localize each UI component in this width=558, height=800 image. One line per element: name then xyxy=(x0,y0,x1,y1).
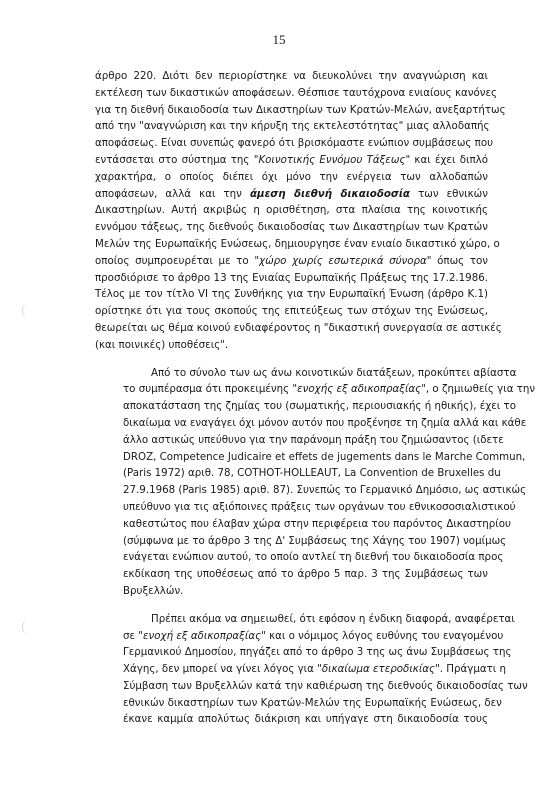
paragraph xyxy=(95,611,528,729)
text-run: 27.9.1968 (Paris 1985) αριθ. 87). Συνεπώς το Γερμανικό Δημόσιο, ως αστικώς xyxy=(123,484,527,497)
text-line xyxy=(95,152,488,169)
text-run: " όπως τον xyxy=(426,254,488,267)
text-run: Δικαστηρίων. Αυτή ακριβώς η ορισθέτηση, στα πλαίσια της κοινοτικής xyxy=(95,204,488,217)
paragraph xyxy=(95,365,536,600)
text-run: (Paris 1972) αριθ. 78, COTHOT-HOLLEAUT, La Convention de Bruxelles du xyxy=(123,467,501,480)
text-line xyxy=(95,678,528,695)
text-line xyxy=(95,449,526,466)
text-run: αποκατάσταση της ζημίας του (σωματικής, περιουσιακής ή ηθικής), έχει το xyxy=(123,400,516,413)
text-line xyxy=(95,118,488,135)
text-line xyxy=(95,365,517,382)
text-line xyxy=(95,186,488,203)
text-run: δικαίωμα να εναγάγει όχι μόνον αυτόν που προξένησε τη ζημία αλλά και κάθε xyxy=(123,416,527,429)
text-run: " και έχει διπλό xyxy=(405,153,488,166)
text-line xyxy=(95,320,502,337)
text-line xyxy=(95,583,488,600)
text-run: DROZ, Competence Judicaire et effets de jugements dans le Marche Commun, xyxy=(123,450,526,463)
text-run: εθνικών δικαστηρίων των Κρατών-Μελών της Ευρωπαϊκής Ενώσεως, δεν xyxy=(123,696,502,709)
text-run: εννόμου τάξεως, της διεθνούς δικαιοδοσίας των Δικαστηρίων των Κρατών xyxy=(95,221,488,234)
text-run: άλλο αστικώς υπεύθυνο για την παράνομη πράξη του ζημιώσαντος (ιδετε xyxy=(123,433,504,446)
text-line xyxy=(95,68,488,85)
text-line xyxy=(95,135,494,152)
text-run: για τη διεθνή δικαιοδοσία των Δικαστηρίων των Κρατών-Μελών, ανεξαρτήτως xyxy=(95,103,506,116)
text-run: χαρακτήρα, ο οποίος διέπει όχι μόνο την ενέργεια των αλλοδαπών xyxy=(95,170,488,183)
text-line xyxy=(95,711,488,728)
emphasis-text: ενοχή εξ αδικοπραξίας xyxy=(143,629,262,642)
emphasis-text: δικαίωμα ετεροδικίας xyxy=(321,663,436,676)
text-line xyxy=(95,270,488,287)
emphasis-text: ενοχής εξ αδικοπραξίας xyxy=(297,383,422,396)
text-run: Μελών της Ευρωπαϊκής Ενώσεως, δημιουργησε έναν ενιαίο δικαστικό χώρο, ο xyxy=(95,237,500,250)
text-run: καθεστώτος που έλαβαν χώρα στην περιφέρεια του παρόντος Δικαστηρίου xyxy=(123,517,511,530)
text-line xyxy=(95,549,504,566)
text-line xyxy=(95,337,488,354)
text-run: Βρυξελλών. xyxy=(123,584,184,597)
text-run: ορίστηκε ότι για τους σκοπούς της επιτεύξεως των στόχων της Ενώσεως, xyxy=(95,305,488,318)
text-run: Από το σύνολο των ως άνω κοινοτικών διατάξεων, προκύπτει αβίαστα xyxy=(151,366,517,379)
text-run: εκτέλεση των δικαστικών αποφάσεων. Θέσπισε ταυτόχρονα ενιαίους κανόνες xyxy=(95,86,498,99)
text-run: από την "αναγνώριση και την κήρυξη της εκτελεστότητας" μιας αλλοδαπής xyxy=(95,120,490,133)
paragraph xyxy=(95,68,506,354)
text-run: Σύμβαση των Βρυξελλών κατά την καθιέρωση της διεθνούς δικαιοδοσίας των xyxy=(123,679,528,692)
text-run: (και ποινικές) υποθέσεις". xyxy=(95,338,229,351)
text-line xyxy=(95,415,527,432)
page-number: 15 xyxy=(272,32,286,47)
text-run: Χάγης, δεν μπορεί να γίνει λόγος για " xyxy=(123,663,322,676)
scan-margin-mark xyxy=(22,304,33,318)
text-line xyxy=(95,432,504,449)
text-line xyxy=(95,628,504,645)
text-line xyxy=(95,465,501,482)
text-line xyxy=(95,533,507,550)
body-text xyxy=(95,68,536,739)
text-run: σε " xyxy=(123,629,144,642)
emphasis-text: άμεση διεθνή δικαιοδοσία xyxy=(250,187,410,200)
text-run: ενάγεται ενώπιον αυτού, το οποίο αντλεί τη διεθνή του δικαιοδοσία προς xyxy=(123,551,504,564)
text-line xyxy=(95,695,502,712)
text-run: " και ο νόμιμος λόγος ευθύνης του εναγομένου xyxy=(261,629,504,642)
text-run: υπεύθυνο για τις αξιόποινες πράξεις των οργάνων του εθνικοσοσιαλιστικού xyxy=(123,500,516,513)
text-run: αποφάσεων, αλλά και την xyxy=(95,187,251,200)
text-run: αποφάσεως. Είναι συνεπώς φανερό ότι βρισκόμαστε ενώπιον συμβάσεως που xyxy=(95,137,494,150)
text-run: εντάσσεται στο σύστημα της " xyxy=(95,153,259,166)
text-line xyxy=(95,398,516,415)
text-line xyxy=(95,219,488,236)
text-line xyxy=(95,644,512,661)
text-line xyxy=(95,102,506,119)
text-line xyxy=(95,516,511,533)
text-run: θεωρείται ως θέμα κοινού ενδιαφέροντος η "δικαστική συνεργασία σε αστικές xyxy=(95,321,502,334)
text-line xyxy=(95,381,536,398)
text-run: ", ο ζημιωθείς για την xyxy=(421,383,536,396)
emphasis-text: Κοινοτικής Εννόμου Τάξεως xyxy=(258,153,406,166)
text-run: το συμπέρασμα ότι προκειμένης " xyxy=(123,383,298,396)
text-run: (σύμφωνα με το άρθρο 3 της Δ' Συμβάσεως της Χάγης του 1907) νομίμως xyxy=(123,534,507,547)
text-line xyxy=(95,236,500,253)
text-line xyxy=(95,499,516,516)
text-line xyxy=(95,661,507,678)
text-line xyxy=(95,169,488,186)
text-line xyxy=(95,85,498,102)
text-run: Γερμανικού Δημοσίου, πηγάζει από το άρθρο 3 της ως άνω Συμβάσεως της xyxy=(123,646,512,659)
scan-margin-mark xyxy=(22,620,33,634)
text-run: ". Πράγματι η xyxy=(435,663,507,676)
text-run: έκανε καμμία απολύτως διάκριση και υπήγαγε στη δικαιοδοσία τους xyxy=(123,713,488,726)
text-run: Τέλος με τον τίτλο VI της Συνθήκης για την Ευρωπαϊκή Ένωση (άρθρο Κ.1) xyxy=(95,288,488,301)
text-run: προσδιόρισε το άρθρο 13 της Ενιαίας Ευρωπαϊκής Πράξεως της 17.2.1986. xyxy=(95,271,488,284)
text-run: Πρέπει ακόμα να σημειωθεί, ότι εφόσον η ένδικη διαφορά, αναφέρεται xyxy=(151,612,515,625)
text-line xyxy=(95,202,488,219)
text-line xyxy=(95,286,488,303)
text-line xyxy=(95,611,515,628)
emphasis-text: χώρο χωρίς εσωτερικά σύνορα xyxy=(259,254,427,267)
text-line xyxy=(95,566,488,583)
text-line xyxy=(95,482,527,499)
text-run: εκδίκαση της υποθέσεως από το άρθρο 5 παρ. 3 της Συμβάσεως των xyxy=(123,568,488,581)
text-run: άρθρο 220. Διότι δεν περιορίστηκε να διευκολύνει την αναγνώριση και xyxy=(95,70,488,82)
text-run: οποίος συμπροευρέται με το " xyxy=(95,254,260,267)
text-line xyxy=(95,253,488,270)
text-line xyxy=(95,303,488,320)
text-run: των εθνικών xyxy=(409,187,488,200)
